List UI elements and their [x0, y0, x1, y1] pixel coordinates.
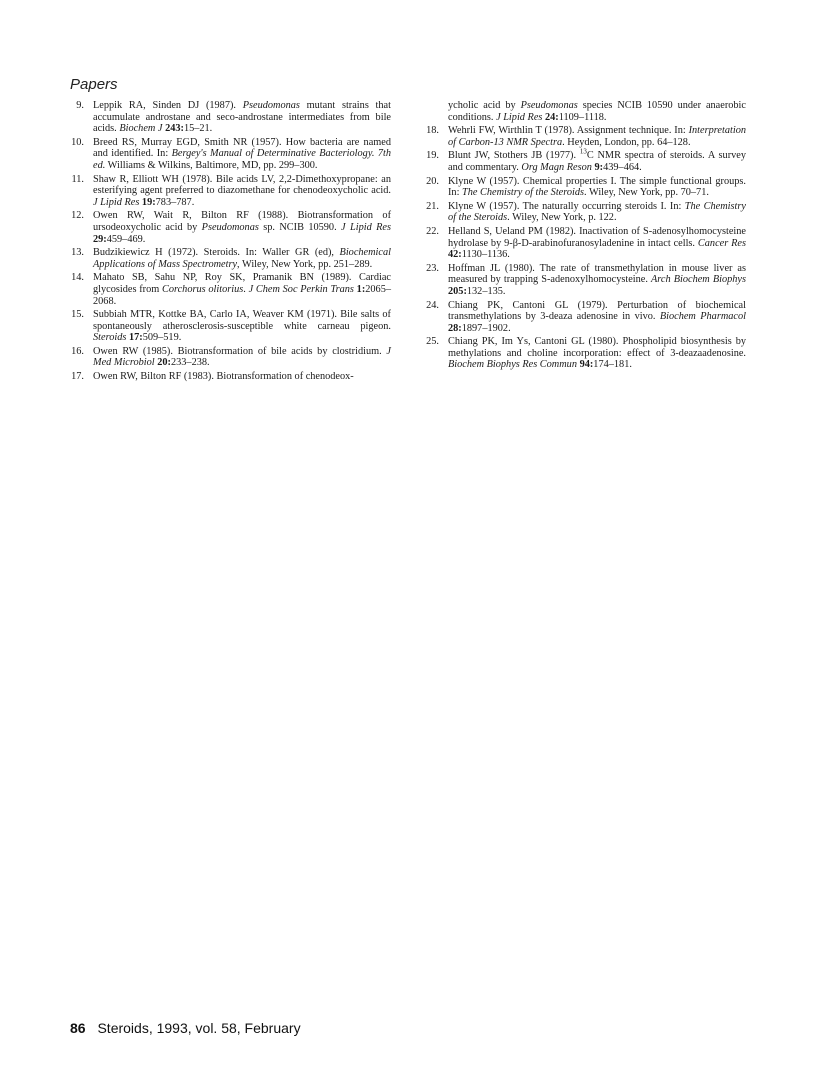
reference-text-fragment: 205: [448, 285, 467, 297]
reference-text-fragment: Biochem Pharmacol [659, 311, 747, 323]
reference-text-fragment: 29: [93, 233, 107, 245]
reference-text-fragment: J Lipid Res [496, 111, 543, 123]
reference-number: 22. [426, 225, 439, 237]
references-column-right [418, 100, 746, 373]
reference-item [63, 100, 391, 135]
reference-item [63, 346, 391, 369]
reference-number: 9. [76, 100, 84, 111]
reference-item [63, 309, 391, 344]
reference-text-fragment: Interpretation of Carbon-13 NMR Spectra [448, 125, 746, 148]
reference-number: 24. [426, 299, 439, 311]
reference-text-fragment: C NMR spectra of steroids. A survey and commentary. [448, 150, 746, 173]
reference-number: 21. [426, 200, 439, 212]
reference-text-fragment: 509–519. [142, 332, 182, 344]
page-footer [70, 1020, 301, 1036]
reference-text-fragment: Klyne W (1957). Chemical properties I. The simple functional groups. In: [448, 175, 746, 199]
reference-text-fragment: Williams & Wilkins, Baltimore, MD, pp. 299–300. [105, 159, 318, 171]
reference-item [418, 336, 746, 371]
reference-number: 10. [71, 136, 84, 148]
reference-text-fragment: Biochemical Applications of Mass Spectrometry [93, 247, 391, 270]
reference-text-fragment: , Wiley, New York, pp. 251–289. [237, 258, 373, 270]
reference-text-fragment: 459–469. [106, 233, 146, 245]
reference-text-fragment: 174–181. [593, 359, 632, 371]
reference-text [93, 309, 391, 344]
reference-text-fragment: species NCIB 10590 under anaerobic conditions. [448, 100, 746, 123]
reference-text [448, 300, 746, 335]
reference-text-fragment: J Lipid Res [341, 221, 391, 233]
reference-text-fragment: 28: [448, 322, 462, 334]
reference-text-fragment: 19: [141, 196, 156, 208]
reference-item [63, 247, 391, 270]
reference-item [63, 371, 391, 383]
reference-text-fragment: Shaw R, Elliott WH (1978). Bile acids LV, 2,2-Dimethoxypropane: an esterifying agent preferred to diazomethane for chenodeoxycholic acid. [93, 173, 391, 197]
reference-text-fragment: Biochem J [119, 123, 163, 135]
reference-text-fragment: Pseudomonas [242, 100, 300, 111]
reference-text-fragment: The Chemistry of the Steroids [462, 187, 585, 199]
reference-text-fragment: Cancer Res [697, 237, 746, 249]
reference-text-fragment: 94: [579, 359, 594, 371]
reference-text-fragment: 1109–1118. [558, 111, 607, 123]
page-number: 86 [70, 1020, 86, 1036]
reference-text [448, 201, 746, 224]
reference-text-fragment: Leppik RA, Sinden DJ (1987). [93, 100, 243, 111]
reference-item [418, 147, 746, 173]
reference-text-fragment: . Wiley, New York, pp. 70–71. [584, 187, 709, 199]
reference-text-fragment: Arch Biochem Biophys [651, 274, 746, 286]
reference-text [448, 100, 746, 123]
reference-text-fragment: Subbiah MTR, Kottke BA, Carlo IA, Weaver KM (1971). Bile salts of spontaneously atherosclerosis-susceptible white carneau pigeon. [93, 309, 391, 332]
reference-text [93, 137, 391, 172]
reference-text-fragment: 17: [128, 332, 143, 344]
reference-number: 19. [426, 150, 439, 162]
reference-text-fragment: . Wiley, New York, p. 122. [507, 212, 617, 224]
reference-text-fragment: Owen RW (1985). Biotransformation of bile acids by clostridium. [93, 345, 387, 357]
reference-text-fragment: Klyne W (1957). The naturally occurring steroids I. In: [448, 200, 685, 212]
reference-text [448, 147, 746, 173]
reference-number: 13. [71, 247, 84, 259]
reference-text-fragment: 243: [165, 123, 184, 135]
reference-text-fragment: Mahato SB, Sahu NP, Roy SK, Pramanik BN (1989). Cardiac glycosides from [93, 272, 391, 295]
reference-text-fragment: Owen RW, Wait R, Bilton RF (1988). Biotransformation of ursodeoxycholic acid by [93, 210, 391, 233]
reference-text-fragment: J Lipid Res [93, 196, 140, 208]
reference-text [448, 263, 746, 298]
reference-text-fragment: 2065–2068. [93, 283, 391, 307]
reference-text-fragment: Blunt JW, Stothers JB (1977). [448, 150, 580, 162]
reference-text-fragment: 24: [544, 111, 559, 123]
reference-text-fragment: 20: [157, 357, 171, 369]
reference-number: 15. [71, 309, 84, 321]
reference-number: 17. [71, 371, 84, 383]
references-column-left [63, 100, 391, 385]
reference-item [63, 137, 391, 172]
reference-text-fragment: ycholic acid by [448, 100, 521, 111]
reference-text-fragment: 13 [579, 147, 587, 156]
section-heading: Papers [70, 76, 118, 93]
reference-text [93, 100, 391, 135]
reference-text [93, 210, 391, 245]
reference-text-fragment: 1897–1902. [461, 322, 511, 334]
reference-text-fragment: J Med Microbiol [93, 345, 391, 369]
reference-text-fragment: 132–135. [466, 285, 506, 297]
reference-text-fragment: 42: [448, 249, 462, 261]
reference-text [93, 272, 391, 307]
reference-number: 12. [71, 210, 84, 222]
reference-text-fragment: J Chem Soc Perkin Trans [248, 283, 354, 295]
reference-text [448, 336, 746, 371]
reference-item [418, 263, 746, 298]
reference-text-fragment: sp. NCIB 10590. [258, 221, 342, 233]
reference-text-fragment: Chiang PK, Im Ys, Cantoni GL (1980). Phospholipid biosynthesis by methylations and choline incorporation: effect of 3-deazaadenosine. [448, 336, 746, 359]
reference-text-fragment: Chiang PK, Cantoni GL (1979). Perturbation of biochemical transmethylations by 3-deaza adenosine in vivo. [448, 299, 746, 323]
reference-text-fragment: Wehrli FW, Wirthlin T (1978). Assignment technique. In: [448, 125, 689, 137]
reference-number: 14. [71, 272, 84, 284]
reference-text [448, 125, 746, 148]
reference-text-fragment: 439–464. [603, 161, 642, 173]
reference-text-fragment: Hoffman JL (1980). The rate of transmethylation in mouse liver as measured by trapping S-adenoxylhomocysteine. [448, 262, 746, 286]
reference-item [418, 226, 746, 261]
reference-text [448, 226, 746, 261]
reference-text-fragment: Corchorus olitorius [161, 283, 244, 295]
reference-item [418, 100, 746, 123]
reference-text-fragment: 1130–1136. [461, 249, 510, 261]
reference-text-fragment: 233–238. [170, 357, 210, 369]
reference-text [448, 176, 746, 199]
reference-text [93, 174, 391, 209]
reference-text-fragment: Bergey's Manual of Determinative Bacteriology. 7th ed. [93, 148, 391, 171]
reference-text-fragment: Pseudomonas [201, 221, 259, 233]
reference-text-fragment: 1: [356, 283, 366, 295]
reference-number: 23. [426, 262, 439, 274]
reference-item [418, 125, 746, 148]
reference-text-fragment: mutant strains that accumulate androstane and seco-androstane intermediates from bile acids. [93, 100, 391, 135]
reference-text [93, 371, 391, 383]
reference-text-fragment: Org Magn Reson [521, 161, 592, 173]
reference-text [93, 346, 391, 369]
reference-item [63, 174, 391, 209]
reference-item [418, 201, 746, 224]
reference-number: 16. [71, 345, 84, 357]
reference-text-fragment: Helland S, Ueland PM (1982). Inactivation of S-adenosylhomocysteine hydrolase by 9-β-D-arabinofuranosyladenine in intact cells. [448, 225, 746, 249]
reference-text-fragment: Biochem Biophys Res Commun [448, 359, 577, 371]
reference-text-fragment: Budzikiewicz H (1972). Steroids. In: Waller GR (ed), [93, 247, 340, 259]
reference-text [93, 247, 391, 270]
reference-text-fragment: Pseudomonas [520, 100, 578, 111]
reference-number: 25. [426, 336, 439, 348]
reference-text-fragment: The Chemistry of the Steroids [448, 200, 746, 224]
journal-info: Steroids, 1993, vol. 58, February [97, 1020, 301, 1036]
reference-text-fragment: Breed RS, Murray EGD, Smith NR (1957). How bacteria are named and identified. In: [93, 136, 391, 160]
reference-item [63, 210, 391, 245]
reference-item [418, 176, 746, 199]
reference-text-fragment: . Heyden, London, pp. 64–128. [562, 136, 691, 148]
reference-item [418, 300, 746, 335]
reference-text-fragment: Steroids [93, 332, 127, 344]
reference-item [63, 272, 391, 307]
reference-text-fragment: 15–21. [183, 123, 213, 135]
reference-text-fragment: 783–787. [155, 196, 195, 208]
reference-number: 18. [426, 125, 439, 137]
reference-number: 20. [426, 175, 439, 187]
reference-text-fragment: Owen RW, Bilton RF (1983). Biotransformation of chenodeox- [93, 371, 354, 383]
reference-text-fragment: . [243, 283, 249, 295]
reference-text-fragment: 9: [594, 161, 604, 173]
reference-number: 11. [71, 173, 84, 185]
